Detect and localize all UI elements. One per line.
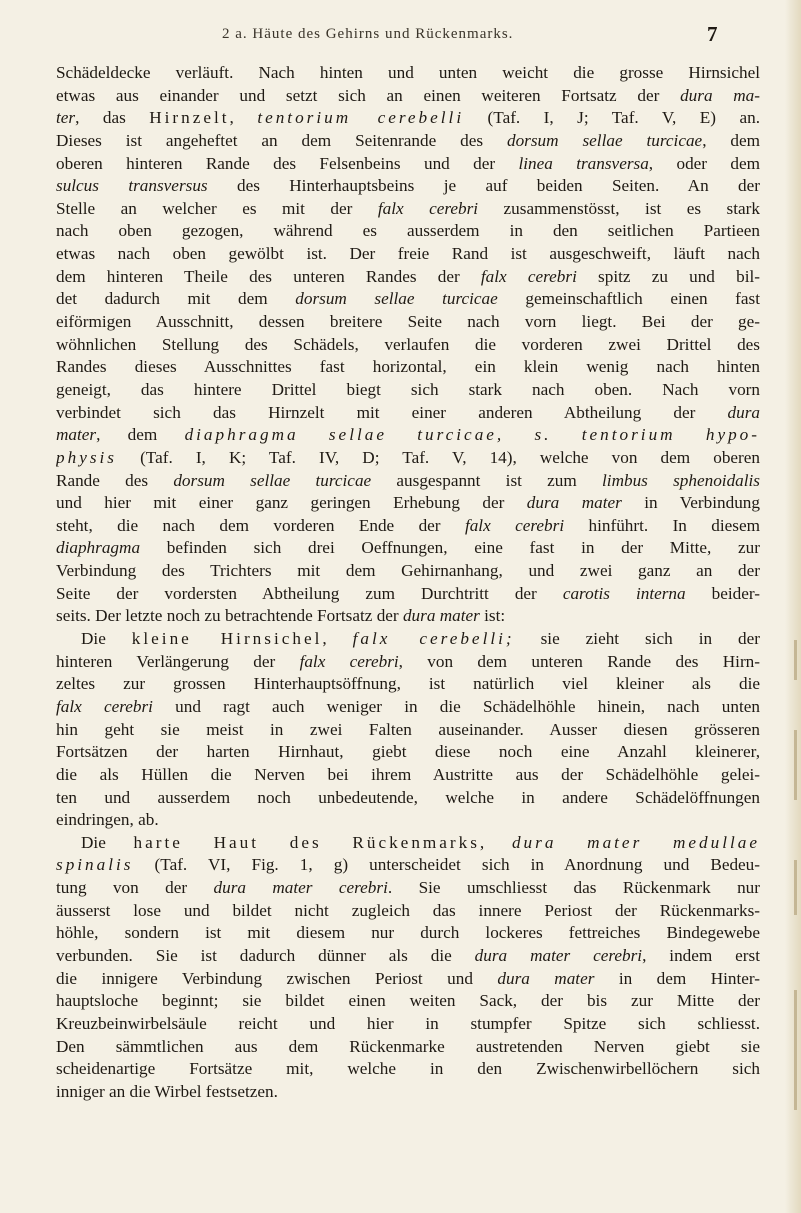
text-line [56, 1036, 760, 1059]
text-segment: hin geht sie meist in zwei Falten auseinander. Ausser diesen grösseren [56, 719, 760, 739]
text-segment: die als Hüllen die Nerven bei ihrem Austritte aus der Schädelhöhle gelei- [56, 764, 760, 784]
text-segment: Stelle an welcher es mit der [56, 198, 378, 218]
text-line [56, 854, 760, 877]
text-line [56, 877, 760, 900]
text-segment: befinden sich drei Oeffnungen, eine fast in der Mitte, zur [140, 538, 760, 558]
emphasized-text: dura mater [526, 493, 622, 513]
emphasized-text: sulcus transversus [56, 176, 208, 196]
text-line [56, 470, 760, 493]
emphasized-text: ter [56, 108, 76, 128]
text-segment: Die [81, 629, 132, 649]
running-header [0, 22, 801, 52]
text-segment: seits. Der letzte noch zu betrachtende Fortsatz der [56, 606, 403, 626]
text-segment: in Verbindung [621, 493, 760, 513]
text-segment: Kreuzbeinwirbelsäule reicht und hier in stumpfer Spitze sich schliesst. [56, 1013, 760, 1033]
text-segment: , oder dem [648, 153, 760, 173]
text-segment: verbunden. Sie ist dadurch dünner als die [56, 945, 475, 965]
text-line [56, 605, 760, 628]
text-line [56, 583, 760, 606]
text-line [56, 945, 760, 968]
text-segment: äusserst lose und bildet nicht zugleich das innere Periost der Rückenmarks- [56, 900, 760, 920]
text-segment: eiförmigen Ausschnitt, dessen breitere Seite nach vorn liegt. Bei der ge- [56, 312, 760, 332]
text-segment: Die [81, 832, 134, 852]
text-segment: (Taf. VI, Fig. 1, g) unterscheidet sich in Anordnung und Bedeu- [133, 855, 760, 875]
text-segment: , [479, 832, 512, 852]
text-line [56, 968, 760, 991]
text-line [56, 198, 760, 221]
text-segment: etwas aus einander und setzt sich an einen weiteren Fortsatz der [56, 85, 681, 105]
text-line [56, 764, 760, 787]
text-segment: gemeinschaftlich einen fast [497, 289, 760, 309]
text-segment: Randes dieses Ausschnittes fast horizontal, ein klein wenig nach hinten [56, 357, 760, 377]
text-segment: tung von der [56, 878, 214, 898]
text-segment: , indem erst [642, 945, 760, 965]
text-line [56, 107, 760, 130]
text-segment: , das [75, 108, 150, 128]
text-segment: wöhnlichen Stellung des Schädels, verlaufen die vorderen zwei Drittel des [56, 334, 760, 354]
text-segment: dem hinteren Theile des unteren Randes der [56, 266, 481, 286]
text-segment: steht, die nach dem vorderen Ende der [56, 515, 465, 535]
emphasized-text: harte Haut des Rückenmarks [133, 832, 480, 852]
text-segment: ausgespannt ist zum [371, 470, 603, 490]
text-segment: , dem [702, 130, 760, 150]
emphasized-text: diaphragma sellae turcicae, s. tentorium hypo- [184, 425, 760, 445]
emphasized-text: diaphragma [56, 538, 141, 558]
text-segment: spitz zu und bil- [576, 266, 760, 286]
text-line [56, 334, 760, 357]
emphasized-text: spinalis [56, 855, 134, 875]
text-segment: des Hinterhauptsbeins je auf beiden Seiten. An der [207, 176, 760, 196]
emphasized-text: falx cerebelli; [352, 629, 515, 649]
text-segment: nach oben gezogen, während es ausserdem in den seitlichen Partieen [56, 221, 760, 241]
text-segment: hauptsloche beginnt; sie bildet einen weiten Sack, der bis zur Mitte der [56, 991, 760, 1011]
text-segment: (Taf. I, J; Taf. V, E) an. [464, 108, 760, 128]
text-segment: zusammenstösst, ist es stark [478, 198, 760, 218]
emphasized-text: dura [727, 402, 760, 422]
text-segment: , von dem unteren Rande des Hirn- [398, 651, 760, 671]
emphasized-text: dorsum sellae turcicae [295, 289, 498, 309]
emphasized-text: Hirnzelt [149, 108, 230, 128]
text-line [56, 424, 760, 447]
emphasized-text: falx cerebri [464, 515, 565, 535]
text-segment: , [229, 108, 258, 128]
emphasized-text: dura mater cerebri [474, 945, 643, 965]
emphasized-text: dura mater [402, 606, 480, 626]
text-segment: Seite der vordersten Abtheilung zum Durchtritt der [56, 583, 563, 603]
emphasized-text: physis [56, 447, 117, 467]
text-line [56, 809, 760, 832]
text-segment: hinteren Verlängerung der [56, 651, 300, 671]
text-segment: , dem [96, 425, 185, 445]
text-segment: eindringen, ab. [56, 810, 159, 830]
section-label: 2 a. Häute des Gehirns und Rückenmarks. [222, 26, 514, 42]
text-line [56, 741, 760, 764]
text-segment: Schädeldecke verläuft. Nach hinten und unten weicht die grosse Hirnsichel [56, 63, 760, 82]
text-line [56, 288, 760, 311]
text-line [56, 1058, 760, 1081]
text-segment: zeltes zur grossen Hinterhauptsöffnung, ist natürlich viel kleiner als die [56, 674, 760, 694]
text-segment: Fortsätzen der harten Hirnhaut, giebt diese noch eine Anzahl kleinerer, [56, 742, 760, 762]
text-line [56, 153, 760, 176]
emphasized-text: carotis interna [562, 583, 686, 603]
text-segment: det dadurch mit dem [56, 289, 296, 309]
text-line [56, 537, 760, 560]
text-line [56, 402, 760, 425]
text-line [56, 492, 760, 515]
text-segment: Dieses ist angeheftet an dem Seitenrande des [56, 130, 507, 150]
text-line [56, 447, 760, 470]
text-segment: Rande des [56, 470, 174, 490]
text-line [56, 62, 760, 85]
text-line [56, 356, 760, 379]
text-segment: inniger an die Wirbel festsetzen. [56, 1081, 278, 1101]
text-segment: ten und ausserdem noch unbedeutende, welche in andere Schädelöffnungen [56, 787, 760, 807]
text-line [56, 243, 760, 266]
body-text [56, 62, 760, 1103]
text-segment: etwas nach oben gewölbt ist. Der freie Rand ist ausgeschweift, läuft nach [56, 244, 760, 264]
emphasized-text: kleine Hirnsichel [131, 629, 323, 649]
text-segment: oberen hinteren Rande des Felsenbeins und der [56, 153, 519, 173]
text-line [56, 560, 760, 583]
text-segment: (Taf. I, K; Taf. IV, D; Taf. V, 14), welche von dem oberen [116, 447, 760, 467]
emphasized-text: falx cerebri [299, 651, 399, 671]
text-segment: in dem Hinter- [594, 968, 760, 988]
text-segment: beider- [685, 583, 760, 603]
text-line [56, 651, 760, 674]
text-segment: und hier mit einer ganz geringen Erhebung der [56, 493, 527, 513]
text-line [56, 990, 760, 1013]
text-line [56, 628, 760, 651]
edge-mark [794, 990, 797, 1110]
page-edge [785, 0, 801, 1213]
emphasized-text: tentorium cerebelli [257, 108, 465, 128]
emphasized-text: linea transversa [518, 153, 649, 173]
text-segment: verbindet sich das Hirnzelt mit einer anderen Abtheilung der [56, 402, 728, 422]
emphasized-text: dorsum sellae turcicae [173, 470, 372, 490]
text-line [56, 85, 760, 108]
text-line [56, 719, 760, 742]
text-line [56, 696, 760, 719]
text-line [56, 1081, 760, 1104]
text-segment: geneigt, das hintere Drittel biegt sich stark nach oben. Nach vorn [56, 379, 760, 399]
emphasized-text: mater [56, 425, 97, 445]
text-line [56, 515, 760, 538]
text-segment: höhle, sondern ist mit diesem nur durch lockeres fettreiches Bindegewebe [56, 923, 760, 943]
text-segment: sie zieht sich in der [514, 629, 760, 649]
emphasized-text: dura ma- [680, 85, 760, 105]
text-line [56, 220, 760, 243]
edge-mark [794, 860, 797, 915]
text-segment: ist: [479, 606, 506, 626]
text-line [56, 1013, 760, 1036]
text-segment: die innigere Verbindung zwischen Periost und [56, 968, 498, 988]
emphasized-text: dura mater medullae [511, 832, 760, 852]
text-line [56, 787, 760, 810]
emphasized-text: limbus sphenoidalis [602, 470, 760, 490]
text-segment: und ragt auch weniger in die Schädelhöhle hinein, nach unten [152, 696, 760, 716]
edge-mark [794, 730, 797, 800]
text-segment: Verbindung des Trichters mit dem Gehirnanhang, und zwei ganz an der [56, 561, 760, 581]
text-line [56, 130, 760, 153]
text-line [56, 175, 760, 198]
edge-mark [794, 640, 797, 680]
emphasized-text: dorsum sellae turcicae [506, 130, 703, 150]
page-number: 7 [707, 22, 718, 46]
text-line [56, 311, 760, 334]
text-line [56, 266, 760, 289]
emphasized-text: dura mater [497, 968, 595, 988]
text-segment: Den sämmtlichen aus dem Rückenmarke austretenden Nerven giebt sie [56, 1036, 760, 1056]
text-line [56, 900, 760, 923]
emphasized-text: dura mater cerebri [213, 878, 388, 898]
text-segment: hinführt. In diesem [564, 515, 760, 535]
emphasized-text: falx cerebri [377, 198, 479, 218]
emphasized-text: falx cerebri [56, 696, 153, 716]
text-segment: . Sie umschliesst das Rückenmark nur [387, 878, 760, 898]
text-segment: , [322, 629, 353, 649]
text-line [56, 832, 760, 855]
text-segment: scheidenartige Fortsätze mit, welche in den Zwischenwirbellöchern sich [56, 1059, 760, 1079]
text-line [56, 673, 760, 696]
emphasized-text: falx cerebri [480, 266, 577, 286]
text-line [56, 922, 760, 945]
text-line [56, 379, 760, 402]
